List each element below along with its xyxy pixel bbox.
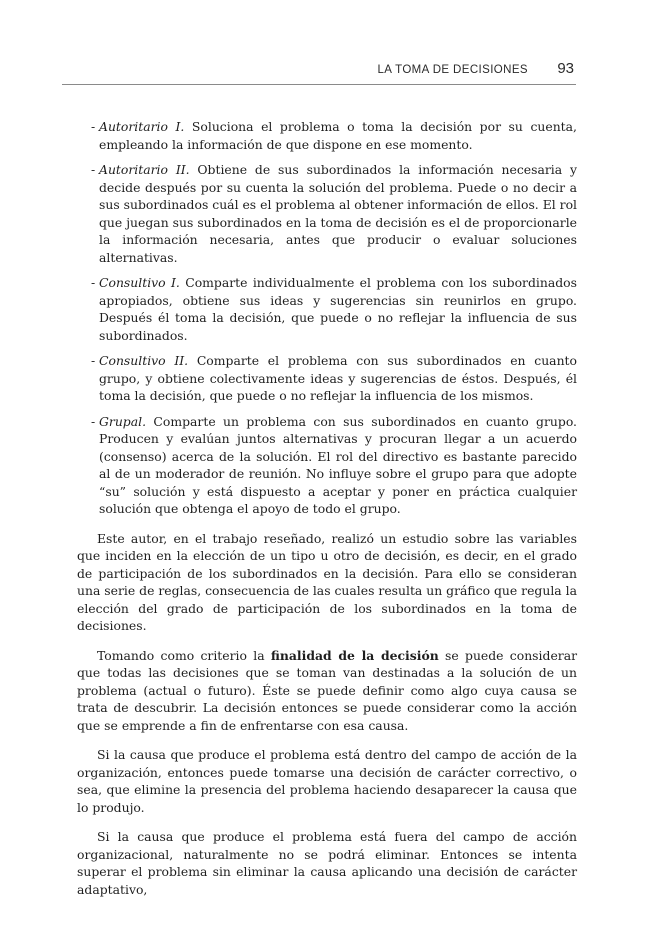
bold-term: finalidad de la decisión — [270, 647, 439, 663]
style-term: Autoritario I. — [99, 119, 185, 134]
style-description: Comparte un problema con sus subordinados en cuanto grupo. Producen y evalúan juntos alternativas y procuran llegar a un acuerdo (consenso) acerca de la solución. El rol del directivo es bastante parecido al de un moderador de reunión. No influye sobre el grupo para que adopte “su” solución y está dispuesto a aceptar y poner en práctica cualquier solución que obtenga el apoyo de todo el grupo. — [99, 413, 577, 516]
paragraph-study: Este autor, en el trabajo reseñado, realizó un estudio sobre las variables que inciden en la elección de un tipo u otro de decisión, es decir, en el grado de participación de los subordinados en la decisión. Para ello se consideran una serie de reglas, consecuencia de las cuales resulta un gráfico que regula la elección del grado de participación de los subordinados en la toma de decisiones. — [77, 530, 577, 633]
paragraph-correctivo: Si la causa que produce el problema está dentro del campo de acción de la organización, entonces puede tomarse una decisión de carácter correctivo, o sea, que elimine la presencia del problema haciendo desaparecer la causa que lo produjo. — [77, 747, 577, 815]
page-number: 93 — [557, 60, 574, 77]
style-term: Consultivo II. — [99, 353, 189, 368]
list-item — [77, 413, 577, 518]
decision-styles-list — [77, 118, 577, 518]
list-item — [77, 352, 577, 405]
list-dash: - — [91, 353, 96, 368]
style-term: Grupal. — [99, 413, 147, 429]
list-dash: - — [91, 275, 96, 290]
style-description: Soluciona el problema o toma la decisión por su cuenta, empleando la información de que dispone en ese momento. — [99, 119, 577, 152]
style-description: Obtiene de sus subordinados la información necesaria y decide después por su cuenta la solución del problema. Puede o no decir a sus subordinados cuál es el problema al obtener información de ellos. El rol que juegan sus subordinados en la toma de decisión es el de proporcionarle la información necesaria, antes que producir o evaluar soluciones alternativas. — [99, 162, 577, 265]
list-dash: - — [91, 119, 96, 134]
style-description: Comparte el problema con sus subordinados en cuanto grupo, y obtiene colectivamente ideas y sugerencias de éstos. Después, él toma la decisión, que puede o no reflejar la influencia de los mismos. — [99, 353, 577, 403]
running-header — [62, 60, 576, 85]
style-description: Comparte individualmente el problema con los subordinados apropiados, obtiene sus ideas y sugerencias sin reunirlos en grupo. Después él toma la decisión, que puede o no reflejar la influencia de sus subordinados. — [99, 275, 577, 343]
paragraph-text: se puede considerar que todas las decisiones que se toman van destinadas a la solución de un problema (actual o futuro). Éste se puede definir como algo cuya causa se trata de descubrir. La decisión entonces se puede considerar como la acción que se emprende a fin de enfrentarse con esa causa. — [77, 647, 578, 733]
paragraph-adaptativo: Si la causa que produce el problema está fuera del campo de acción organizacional, naturalmente no se podrá eliminar. Entonces se intenta superar el problema sin eliminar la causa aplicando una decisión de carácter adaptativo, — [77, 829, 577, 897]
paragraph-text: Tomando como criterio la — [97, 647, 271, 663]
paragraph-finalidad — [77, 647, 577, 735]
style-term: Autoritario II. — [99, 162, 190, 177]
running-title: LA TOMA DE DECISIONES — [377, 64, 528, 76]
list-item — [77, 274, 577, 344]
list-item — [77, 118, 577, 153]
page-body — [77, 118, 577, 898]
list-item — [77, 161, 577, 266]
style-term: Consultivo I. — [99, 275, 180, 290]
list-dash: - — [91, 162, 96, 177]
list-dash: - — [91, 413, 96, 429]
